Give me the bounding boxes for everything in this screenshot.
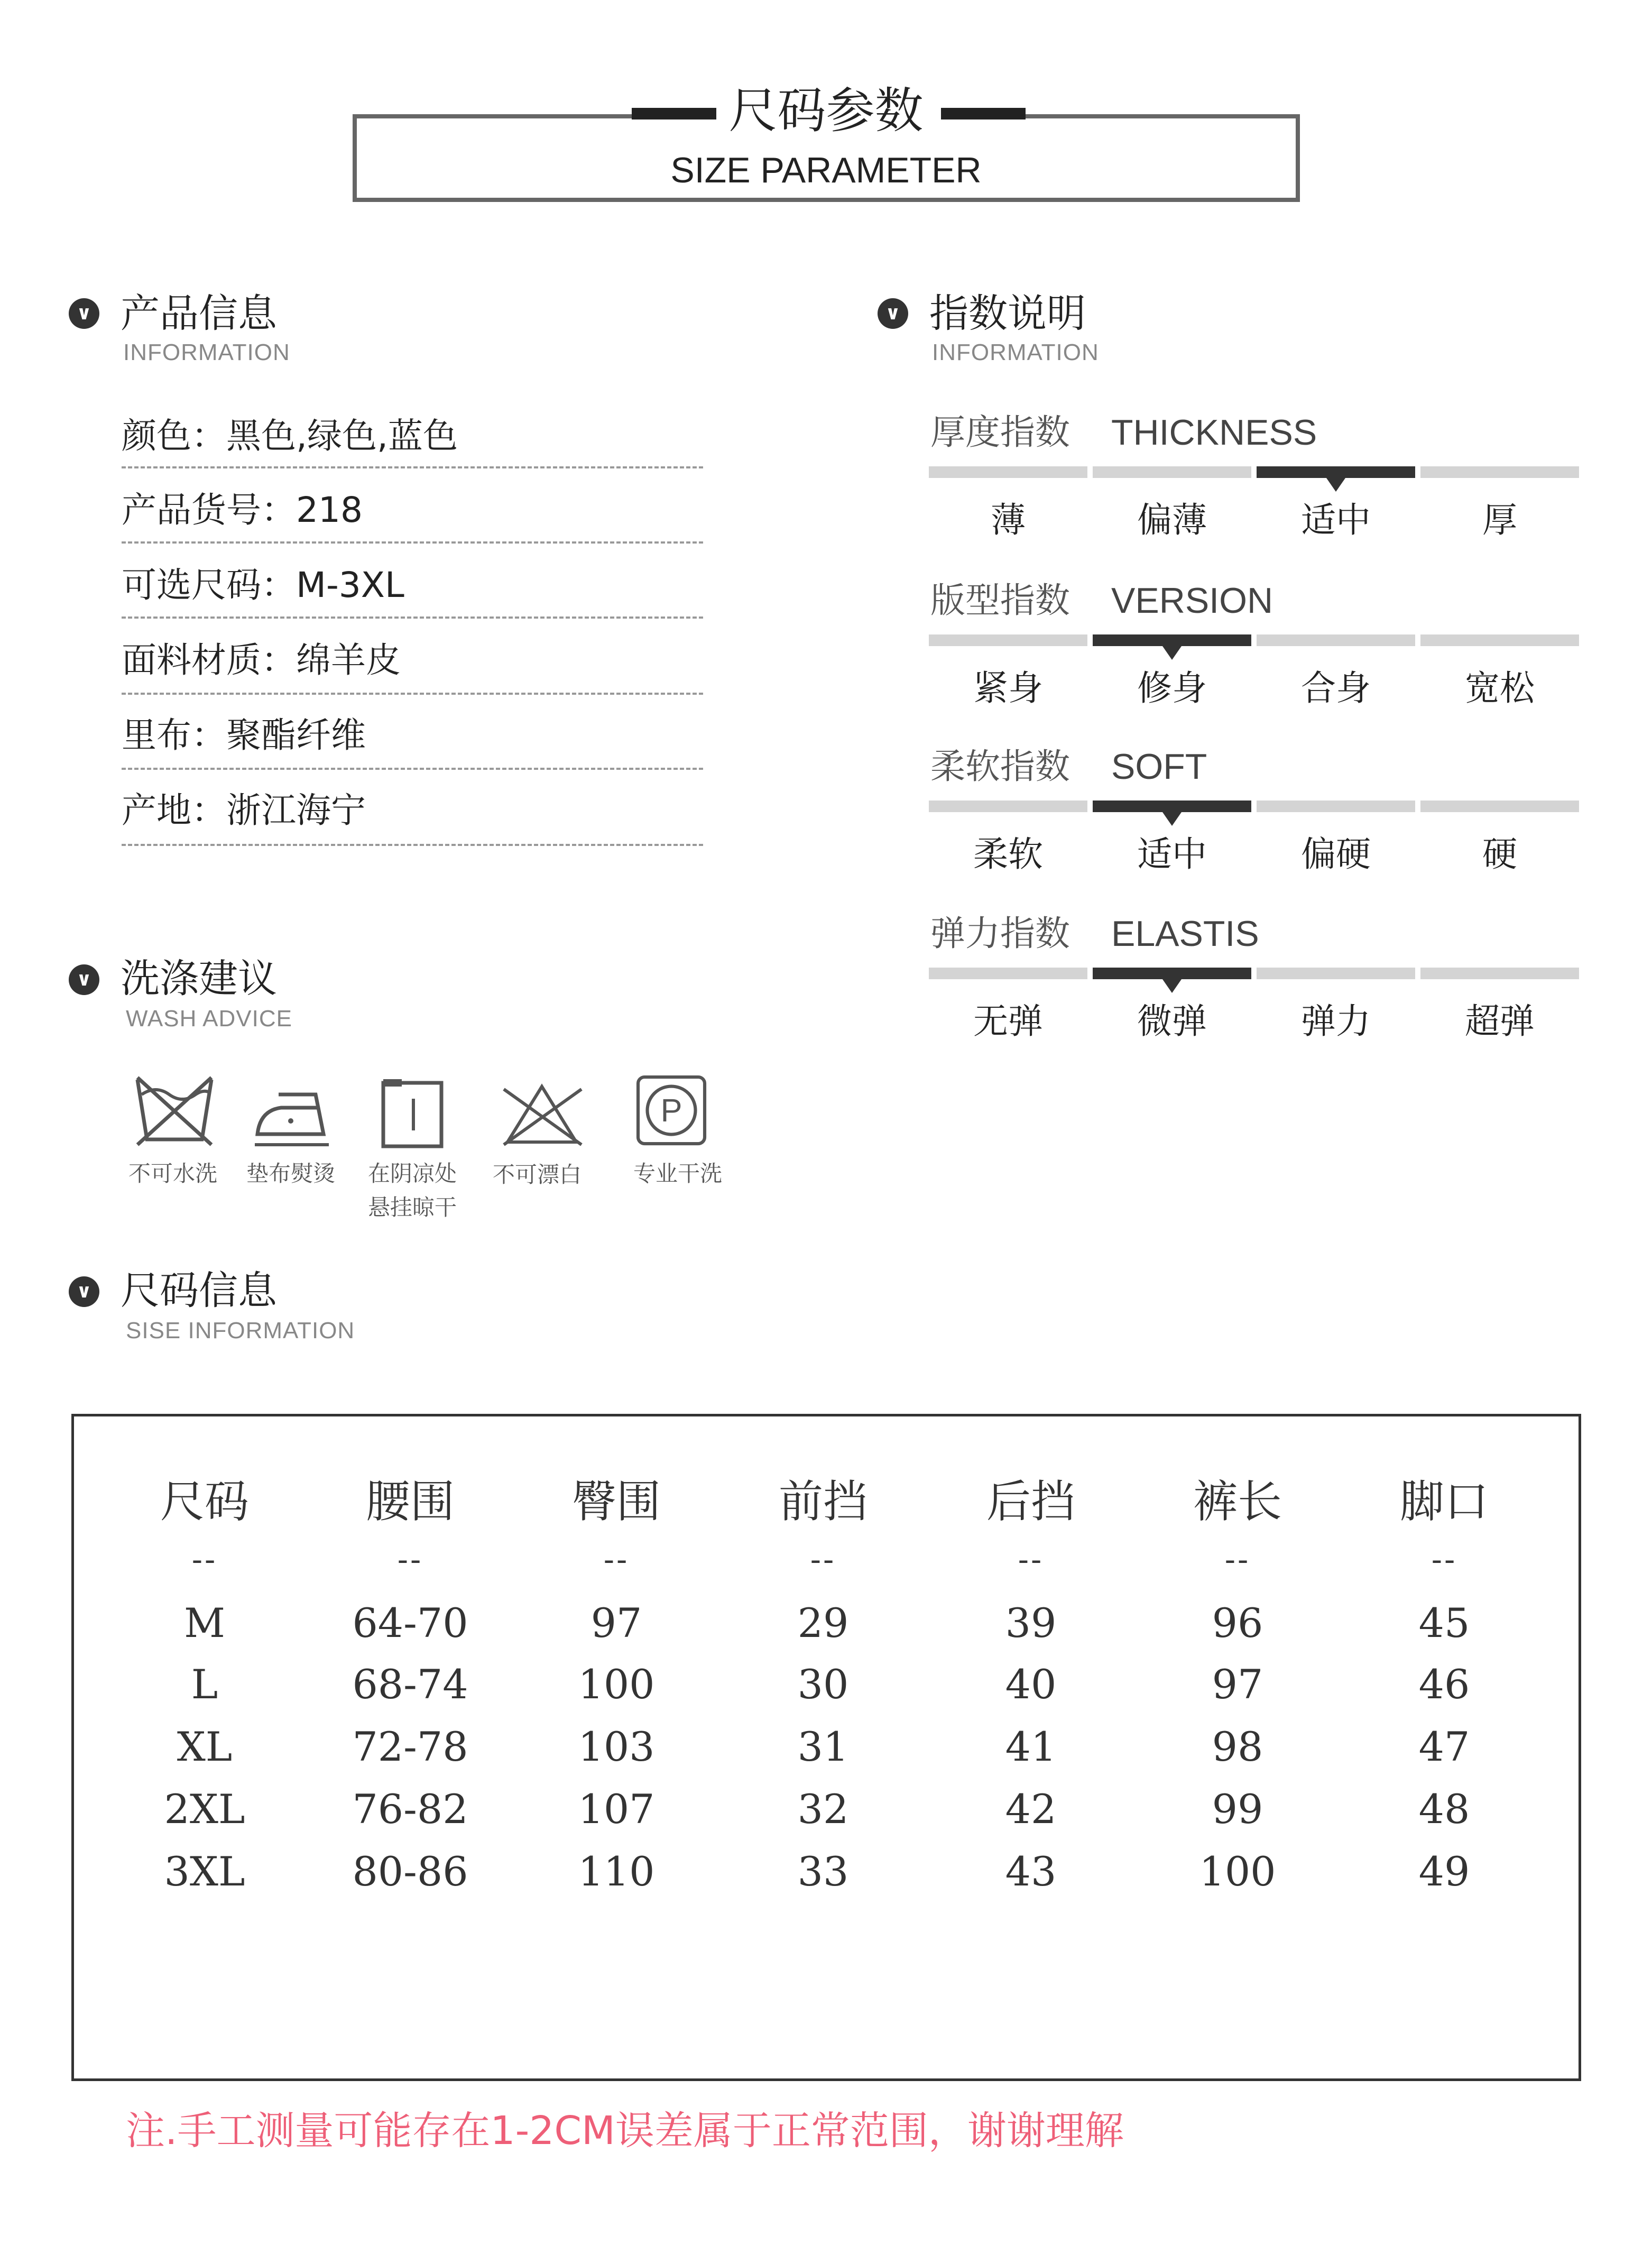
table-cell: 39 bbox=[1005, 1599, 1057, 1646]
table-header-cell: 腰围 bbox=[365, 1476, 455, 1528]
scale-option: 合身 bbox=[1301, 668, 1371, 709]
table-header-cell: 后挡 bbox=[986, 1476, 1075, 1528]
product-info-row: 里布：聚酯纤维 bbox=[122, 715, 366, 756]
table-cell: 31 bbox=[797, 1723, 849, 1770]
scale-option: 柔软 bbox=[973, 834, 1043, 875]
scale-pointer-icon bbox=[1162, 979, 1182, 993]
table-cell: 3XL bbox=[164, 1848, 245, 1895]
table-dash: -- bbox=[191, 1541, 218, 1578]
table-cell: 47 bbox=[1418, 1723, 1470, 1770]
divider bbox=[122, 844, 703, 846]
table-dash: -- bbox=[1018, 1541, 1044, 1578]
table-cell: 103 bbox=[578, 1723, 655, 1770]
scale-option: 微弹 bbox=[1137, 1001, 1207, 1042]
wash-label: 在阴凉处 bbox=[367, 1161, 457, 1186]
product-section-subtitle: INFORMATION bbox=[123, 339, 290, 365]
product-info-row: 产地：浙江海宁 bbox=[122, 790, 366, 831]
table-cell: 97 bbox=[1212, 1661, 1263, 1708]
scale-segment bbox=[1420, 801, 1579, 812]
table-cell: 68-74 bbox=[352, 1661, 468, 1708]
scale-option: 适中 bbox=[1301, 500, 1371, 540]
scale-segment-selected bbox=[1093, 968, 1251, 979]
index-section-title: 指数说明 bbox=[929, 291, 1086, 336]
table-cell: 72-78 bbox=[352, 1723, 468, 1770]
table-dash: -- bbox=[397, 1541, 423, 1578]
table-cell: 49 bbox=[1418, 1848, 1470, 1895]
scale-pointer-icon bbox=[1326, 478, 1345, 492]
scale-segment bbox=[1257, 634, 1415, 646]
table-cell: 110 bbox=[578, 1848, 655, 1895]
wash-label: 垫布熨烫 bbox=[246, 1161, 335, 1186]
table-dash: -- bbox=[603, 1541, 630, 1578]
scale-option: 厚 bbox=[1482, 500, 1517, 540]
table-dash: -- bbox=[1224, 1541, 1251, 1578]
table-cell: 107 bbox=[578, 1786, 655, 1833]
scale-option: 薄 bbox=[991, 500, 1026, 540]
scale-option: 适中 bbox=[1137, 834, 1207, 875]
table-cell: 64-70 bbox=[352, 1599, 468, 1646]
scale-option: 修身 bbox=[1137, 668, 1207, 709]
divider bbox=[122, 693, 703, 695]
index-label: 厚度指数 bbox=[930, 412, 1070, 453]
table-cell: 76-82 bbox=[352, 1786, 468, 1833]
scale-option: 偏硬 bbox=[1301, 834, 1371, 875]
chevron-circle-icon: ∨ bbox=[69, 298, 99, 329]
scale-pointer-icon bbox=[1162, 646, 1182, 660]
chevron-circle-icon: ∨ bbox=[69, 1276, 99, 1307]
index-label-en: THICKNESS bbox=[1111, 412, 1317, 453]
shade-dry-icon bbox=[370, 1079, 455, 1153]
scale-segment bbox=[1257, 968, 1415, 979]
index-label-en: VERSION bbox=[1111, 581, 1273, 621]
wash-section-subtitle: WASH ADVICE bbox=[126, 1006, 292, 1032]
iron-with-cloth-icon bbox=[250, 1079, 334, 1153]
dry-clean-icon bbox=[629, 1073, 714, 1147]
sizes-section-subtitle: SISE INFORMATION bbox=[126, 1318, 355, 1344]
table-cell: 100 bbox=[1199, 1848, 1276, 1895]
no-bleach-icon bbox=[500, 1079, 584, 1153]
table-header-cell: 裤长 bbox=[1193, 1476, 1282, 1528]
scale-segment-selected bbox=[1257, 466, 1415, 478]
index-label-en: ELASTIS bbox=[1111, 914, 1259, 954]
table-cell: 46 bbox=[1418, 1661, 1470, 1708]
product-info-row: 面料材质：绵羊皮 bbox=[122, 640, 401, 680]
table-cell: XL bbox=[177, 1723, 233, 1770]
table-cell: 99 bbox=[1212, 1786, 1263, 1833]
table-header-cell: 前挡 bbox=[778, 1476, 867, 1528]
wash-label: 悬挂晾干 bbox=[367, 1194, 457, 1220]
scale-option: 弹力 bbox=[1301, 1001, 1371, 1042]
table-header-cell: 臀围 bbox=[571, 1476, 661, 1528]
header-title: 尺码参数 bbox=[728, 82, 924, 139]
table-cell: 97 bbox=[590, 1599, 642, 1646]
divider bbox=[122, 466, 703, 468]
divider bbox=[122, 768, 703, 770]
table-cell: M bbox=[184, 1599, 225, 1646]
product-info-row: 产品货号：218 bbox=[122, 490, 363, 530]
table-cell: 96 bbox=[1212, 1599, 1263, 1646]
product-info-row: 可选尺码：M-3XL bbox=[122, 565, 404, 605]
product-section-title: 产品信息 bbox=[121, 291, 277, 336]
divider bbox=[122, 617, 703, 619]
table-cell: 100 bbox=[578, 1661, 655, 1708]
wash-section-title: 洗涤建议 bbox=[121, 956, 277, 1001]
table-cell: 48 bbox=[1418, 1786, 1470, 1833]
table-dash: -- bbox=[810, 1541, 836, 1578]
scale-segment bbox=[929, 801, 1087, 812]
chevron-circle-icon: ∨ bbox=[69, 964, 99, 995]
table-dash: -- bbox=[1431, 1541, 1457, 1578]
table-cell: 40 bbox=[1005, 1661, 1057, 1708]
scale-segment bbox=[1093, 466, 1251, 478]
scale-segment-selected bbox=[1093, 801, 1251, 812]
svg-text:P: P bbox=[660, 1092, 682, 1128]
index-label: 柔软指数 bbox=[930, 746, 1070, 787]
scale-pointer-icon bbox=[1162, 812, 1182, 826]
no-wash-icon bbox=[132, 1073, 217, 1147]
table-cell: 2XL bbox=[164, 1786, 245, 1833]
index-label-en: SOFT bbox=[1111, 747, 1207, 787]
table-cell: L bbox=[191, 1661, 218, 1708]
divider bbox=[122, 541, 703, 544]
table-cell: 98 bbox=[1212, 1723, 1263, 1770]
sizes-section-title: 尺码信息 bbox=[121, 1268, 277, 1313]
index-label: 版型指数 bbox=[930, 580, 1070, 621]
scale-option: 紧身 bbox=[973, 668, 1043, 709]
table-cell: 33 bbox=[797, 1848, 849, 1895]
index-label: 弹力指数 bbox=[930, 913, 1070, 954]
scale-segment bbox=[929, 466, 1087, 478]
scale-segment bbox=[1420, 968, 1579, 979]
scale-option: 超弹 bbox=[1465, 1001, 1535, 1042]
product-info-row: 颜色：黑色,绿色,蓝色 bbox=[122, 416, 458, 456]
wash-label: 不可水洗 bbox=[128, 1161, 217, 1186]
scale-option: 宽松 bbox=[1465, 668, 1535, 709]
scale-segment bbox=[1420, 634, 1579, 646]
scale-option: 偏薄 bbox=[1137, 500, 1207, 540]
scale-option: 硬 bbox=[1482, 834, 1517, 875]
scale-segment-selected bbox=[1093, 634, 1251, 646]
table-cell: 41 bbox=[1005, 1723, 1057, 1770]
index-section-subtitle: INFORMATION bbox=[932, 339, 1099, 365]
table-cell: 43 bbox=[1005, 1848, 1057, 1895]
table-cell: 80-86 bbox=[352, 1848, 468, 1895]
table-cell: 29 bbox=[797, 1599, 849, 1646]
chevron-circle-icon: ∨ bbox=[878, 298, 908, 329]
wash-label: 不可漂白 bbox=[492, 1162, 582, 1188]
table-cell: 30 bbox=[797, 1661, 849, 1708]
measurement-note: 注.手工测量可能存在1-2CM误差属于正常范围，谢谢理解 bbox=[126, 2108, 1124, 2154]
table-cell: 45 bbox=[1418, 1599, 1470, 1646]
header-subtitle: SIZE PARAMETER bbox=[670, 150, 982, 190]
table-cell: 32 bbox=[797, 1786, 849, 1833]
scale-segment bbox=[929, 634, 1087, 646]
wash-label: 专业干洗 bbox=[633, 1161, 722, 1186]
table-cell: 42 bbox=[1005, 1786, 1057, 1833]
scale-option: 无弹 bbox=[973, 1001, 1043, 1042]
scale-segment bbox=[1257, 801, 1415, 812]
scale-segment bbox=[1420, 466, 1579, 478]
scale-segment bbox=[929, 968, 1087, 979]
table-header-cell: 尺码 bbox=[160, 1476, 249, 1528]
table-header-cell: 脚口 bbox=[1399, 1476, 1489, 1528]
